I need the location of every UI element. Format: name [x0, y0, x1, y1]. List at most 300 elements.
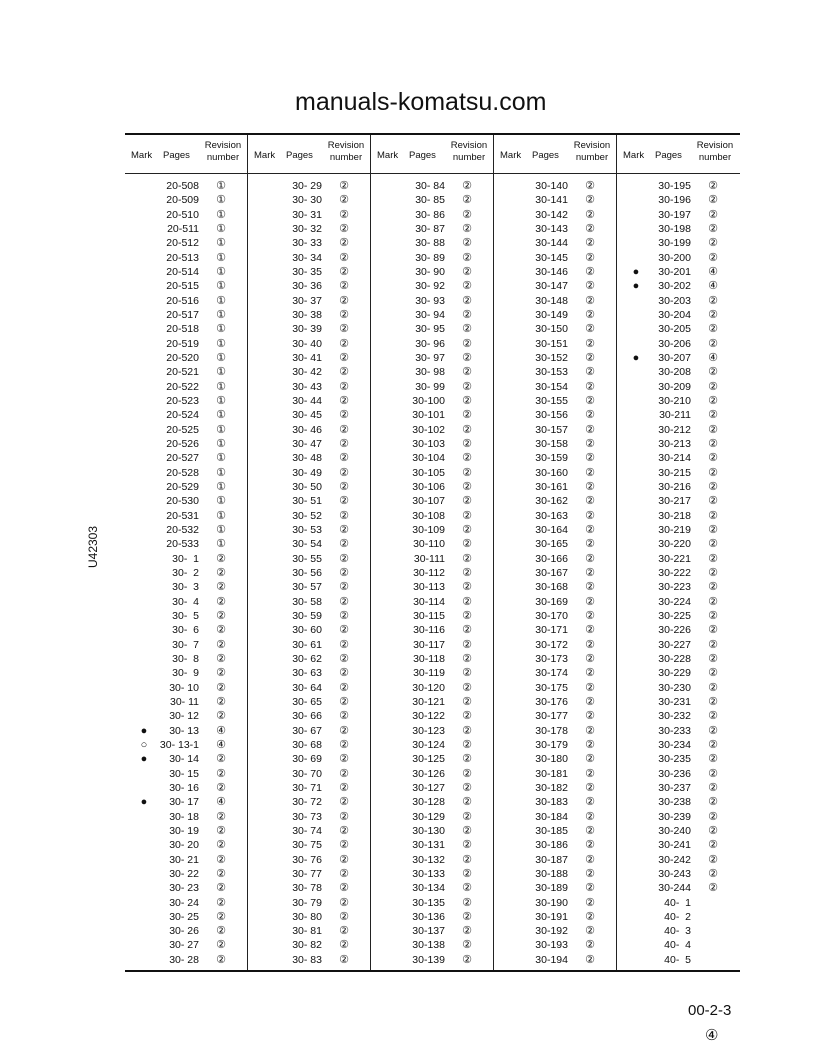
page-ref: 30-146 [535, 265, 568, 278]
table-row [617, 294, 739, 308]
page-ref: 20-525 [166, 423, 199, 436]
revision-number: ② [339, 896, 349, 909]
page-ref: 30- 10 [169, 681, 199, 694]
page-ref: 30-124 [412, 738, 445, 751]
page-ref: 30-221 [658, 552, 691, 565]
page-ref: 30- 39 [292, 323, 322, 336]
revision-number: ② [339, 910, 349, 923]
table-row [125, 838, 247, 852]
page-ref: 30- 31 [292, 208, 322, 221]
table-row [125, 724, 247, 738]
table-row [125, 853, 247, 867]
table-row [371, 294, 493, 308]
table-row [125, 652, 247, 666]
table-row [371, 351, 493, 365]
revision-number: ① [216, 509, 226, 522]
revision-number: ② [339, 509, 349, 522]
table-row [125, 466, 247, 480]
revision-number: ② [462, 925, 472, 938]
page-ref: 30- 35 [292, 265, 322, 278]
table-row [617, 795, 739, 809]
page-ref: 30- 18 [169, 810, 199, 823]
page-ref: 30- 33 [292, 237, 322, 250]
revision-number: ② [339, 323, 349, 336]
table-row [371, 580, 493, 594]
page-ref: 30- 76 [292, 853, 322, 866]
revision-number: ② [216, 624, 226, 637]
table-row [617, 537, 739, 551]
revision-number: ② [339, 337, 349, 350]
table-row [371, 638, 493, 652]
revision-number: ② [585, 380, 595, 393]
table-row [125, 523, 247, 537]
page-ref: 30-181 [535, 767, 568, 780]
revision-number: ② [462, 695, 472, 708]
page-ref: 30-234 [658, 738, 691, 751]
table-row [494, 867, 616, 881]
revision-number: ② [708, 495, 718, 508]
page-ref: 30-152 [535, 351, 568, 364]
table-row [371, 494, 493, 508]
page-ref: 30-205 [658, 323, 691, 336]
table-row [494, 380, 616, 394]
table-row [617, 810, 739, 824]
table-row [371, 595, 493, 609]
page-ref: 20-524 [166, 409, 199, 422]
table-row [494, 609, 616, 623]
mark-symbol: ● [140, 724, 148, 737]
revision-number: ② [339, 394, 349, 407]
header-revision: Revision number [696, 140, 734, 163]
header-revision: Revision number [327, 140, 365, 163]
page-ref: 30-148 [535, 294, 568, 307]
page-ref: 30-204 [658, 308, 691, 321]
revision-number: ② [339, 523, 349, 536]
table-row [494, 580, 616, 594]
revision-number: ② [339, 180, 349, 192]
page-ref: 30-156 [535, 409, 568, 422]
revision-number: ② [585, 781, 595, 794]
revision-number: ② [339, 552, 349, 565]
table-row [248, 767, 370, 781]
table-row [371, 767, 493, 781]
table-row [494, 853, 616, 867]
revision-number: ② [216, 581, 226, 594]
revision-number: ② [585, 437, 595, 450]
revision-number: ② [462, 767, 472, 780]
revision-number: ② [462, 638, 472, 651]
page-ref: 30-130 [412, 824, 445, 837]
table-row [371, 695, 493, 709]
revision-number: ② [339, 538, 349, 551]
page-ref: 30-200 [658, 251, 691, 264]
revision-number: ② [708, 538, 718, 551]
revision-number: ② [339, 796, 349, 809]
table-row [125, 451, 247, 465]
page-ref: 30-216 [658, 480, 691, 493]
table-row [494, 695, 616, 709]
table-row [617, 552, 739, 566]
table-row [617, 351, 739, 365]
table-row [617, 838, 739, 852]
revision-number: ④ [708, 351, 718, 364]
revision-number: ② [339, 724, 349, 737]
page-ref: 30-150 [535, 323, 568, 336]
table-row [248, 738, 370, 752]
table-row [494, 738, 616, 752]
table-row [371, 523, 493, 537]
table-row [494, 953, 616, 967]
revision-number: ② [585, 767, 595, 780]
revision-number: ② [708, 437, 718, 450]
revision-number: ② [216, 882, 226, 895]
revision-number: ① [216, 523, 226, 536]
page-ref: 30- 57 [292, 581, 322, 594]
table-row [494, 193, 616, 207]
page-ref: 30-174 [535, 667, 568, 680]
table-row [125, 896, 247, 910]
revision-number: ② [462, 423, 472, 436]
table-row [494, 179, 616, 193]
revision-number: ② [708, 581, 718, 594]
page-ref: 30-144 [535, 237, 568, 250]
table-row [371, 380, 493, 394]
revision-number: ② [339, 624, 349, 637]
table-row [125, 337, 247, 351]
table-row [494, 394, 616, 408]
page-ref: 30-185 [535, 824, 568, 837]
page-ref: 30-244 [658, 882, 691, 895]
page-ref: 30- 50 [292, 480, 322, 493]
page-ref: 30- 22 [169, 867, 199, 880]
revision-number: ② [708, 237, 718, 250]
revision-number: ① [216, 366, 226, 379]
table-row [248, 838, 370, 852]
revision-number: ② [708, 853, 718, 866]
page-ref: 30-106 [412, 480, 445, 493]
table-row [125, 681, 247, 695]
revision-number: ② [216, 781, 226, 794]
page-ref: 30-165 [535, 538, 568, 551]
revision-number: ② [339, 781, 349, 794]
table-row [617, 222, 739, 236]
table-row [617, 337, 739, 351]
revision-number: ② [462, 437, 472, 450]
page-ref: 30-136 [412, 910, 445, 923]
revision-number: ② [339, 710, 349, 723]
table-row [371, 781, 493, 795]
table-row [248, 924, 370, 938]
revision-number: ② [708, 466, 718, 479]
revision-number: ② [585, 423, 595, 436]
table-row [494, 781, 616, 795]
page-revision-number: ④ [705, 1027, 719, 1044]
table-row [248, 365, 370, 379]
page-ref: 30-126 [412, 767, 445, 780]
table-row [248, 752, 370, 766]
revision-number: ② [585, 180, 595, 192]
revision-number: ② [585, 896, 595, 909]
table-row [617, 609, 739, 623]
table-row [248, 294, 370, 308]
page-ref: 30-157 [535, 423, 568, 436]
page-ref: 20-508 [166, 180, 199, 192]
table-row [248, 337, 370, 351]
header-revision: Revision number [573, 140, 611, 163]
page-ref: 30- 8 [172, 652, 199, 665]
header-pages: Pages [532, 150, 559, 161]
page-ref: 30- 97 [415, 351, 445, 364]
table-row [617, 494, 739, 508]
revision-number: ① [216, 466, 226, 479]
revision-number: ② [585, 609, 595, 622]
table-row [617, 437, 739, 451]
page-ref: 30-232 [658, 710, 691, 723]
revision-number: ② [708, 867, 718, 880]
revision-number: ② [585, 681, 595, 694]
page-ref: 30- 9 [172, 667, 199, 680]
table-row [494, 265, 616, 279]
page-ref: 20-512 [166, 237, 199, 250]
revision-number: ② [462, 538, 472, 551]
table-row [248, 709, 370, 723]
table-row [248, 681, 370, 695]
page-ref: 30- 49 [292, 466, 322, 479]
table-row [125, 408, 247, 422]
header-pages: Pages [163, 150, 190, 161]
page-ref: 30- 26 [169, 925, 199, 938]
revision-number: ② [339, 925, 349, 938]
revision-number: ② [339, 667, 349, 680]
table-row [494, 810, 616, 824]
page-ref: 30- 4 [172, 595, 199, 608]
page-ref: 30- 29 [292, 180, 322, 192]
revision-number: ① [216, 237, 226, 250]
revision-number: ② [339, 423, 349, 436]
table-row [125, 308, 247, 322]
table-row [125, 509, 247, 523]
page-ref: 20-533 [166, 538, 199, 551]
revision-number: ② [462, 466, 472, 479]
revision-number: ② [462, 308, 472, 321]
page-ref: 30- 15 [169, 767, 199, 780]
page-ref: 30- 24 [169, 896, 199, 909]
page-ref: 30- 51 [292, 495, 322, 508]
table-row [248, 394, 370, 408]
column-header [125, 135, 248, 174]
revision-number: ② [462, 595, 472, 608]
revision-number: ② [462, 237, 472, 250]
page-ref: 30-189 [535, 882, 568, 895]
table-row [248, 623, 370, 637]
page-ref: 30-235 [658, 753, 691, 766]
revision-number: ② [585, 280, 595, 293]
page-ref: 30- 32 [292, 222, 322, 235]
revision-number: ② [339, 409, 349, 422]
revision-number: ② [585, 294, 595, 307]
page-ref: 30-182 [535, 781, 568, 794]
page-ref: 30- 62 [292, 652, 322, 665]
page-ref: 30-103 [412, 437, 445, 450]
revision-number: ② [708, 781, 718, 794]
table-row [617, 523, 739, 537]
revision-number: ① [216, 380, 226, 393]
table-row [125, 666, 247, 680]
page-ref: 30- 92 [415, 280, 445, 293]
column-header [617, 135, 740, 174]
table-row [125, 437, 247, 451]
page-ref: 40- 3 [664, 925, 691, 938]
page-ref: 30-149 [535, 308, 568, 321]
revision-number: ② [708, 882, 718, 895]
revision-number: ② [339, 767, 349, 780]
column-header [494, 135, 617, 174]
table-row [371, 867, 493, 881]
revision-number: ② [708, 624, 718, 637]
page-ref: 20-520 [166, 351, 199, 364]
revision-number: ① [216, 251, 226, 264]
revision-number: ② [585, 366, 595, 379]
page-ref: 30- 11 [170, 695, 199, 708]
revision-number: ② [462, 609, 472, 622]
page-ref: 30-127 [412, 781, 445, 794]
page-ref: 30-109 [412, 523, 445, 536]
page-ref: 30-219 [658, 523, 691, 536]
page-ref: 30-178 [535, 724, 568, 737]
table-row [494, 724, 616, 738]
table-row [494, 294, 616, 308]
page-ref: 30-194 [535, 953, 568, 966]
table-row [494, 910, 616, 924]
page-ref: 30- 48 [292, 452, 322, 465]
revision-number: ② [462, 265, 472, 278]
revision-number: ② [339, 280, 349, 293]
page-ref: 30-135 [412, 896, 445, 909]
page-ref: 30- 53 [292, 523, 322, 536]
page-ref: 30-120 [412, 681, 445, 694]
page-ref: 30- 36 [292, 280, 322, 293]
page-ref: 20-528 [166, 466, 199, 479]
revision-number: ② [585, 824, 595, 837]
table-row [125, 595, 247, 609]
table-row [617, 752, 739, 766]
table-row [494, 537, 616, 551]
page-ref: 20-523 [166, 394, 199, 407]
revision-number: ② [585, 695, 595, 708]
table-row [248, 566, 370, 580]
table-row [617, 193, 739, 207]
page-ref: 30-239 [658, 810, 691, 823]
page-ref: 30- 3 [172, 581, 199, 594]
revision-number: ② [339, 366, 349, 379]
page-ref: 30- 44 [292, 394, 322, 407]
table-row [248, 666, 370, 680]
revision-number: ② [585, 566, 595, 579]
table-row [371, 938, 493, 952]
watermark: manuals-komatsu.com [295, 88, 547, 116]
page-ref: 30-139 [412, 953, 445, 966]
page-ref: 30-198 [658, 222, 691, 235]
revision-number: ② [462, 480, 472, 493]
page-ref: 30-116 [413, 624, 445, 637]
revision-number: ② [585, 882, 595, 895]
revision-number: ② [339, 738, 349, 751]
table-row [125, 322, 247, 336]
page-ref: 30-142 [535, 208, 568, 221]
revision-number: ② [216, 867, 226, 880]
revision-number: ② [339, 222, 349, 235]
table-row [371, 322, 493, 336]
header-revision: Revision number [450, 140, 488, 163]
revision-number: ① [216, 208, 226, 221]
table-row [494, 566, 616, 580]
table-row [248, 480, 370, 494]
table-row [125, 193, 247, 207]
table-row [617, 666, 739, 680]
page-ref: 30-230 [658, 681, 691, 694]
revision-number: ② [585, 495, 595, 508]
header-mark: Mark [500, 150, 522, 161]
table-row [617, 623, 739, 637]
page-ref: 30-159 [535, 452, 568, 465]
page-ref: 30- 73 [292, 810, 322, 823]
page-ref: 30-190 [535, 896, 568, 909]
revision-number: ① [216, 480, 226, 493]
revision-number: ② [462, 839, 472, 852]
mark-symbol: ● [632, 265, 640, 278]
page-ref: 30- 16 [169, 781, 199, 794]
table-row [125, 208, 247, 222]
page-ref: 30-233 [658, 724, 691, 737]
page-ref: 30-184 [535, 810, 568, 823]
revision-number: ② [585, 194, 595, 207]
revision-number: ② [339, 265, 349, 278]
page-ref: 30- 55 [292, 552, 322, 565]
table-row [371, 838, 493, 852]
page-ref: 30-147 [535, 280, 568, 293]
revision-number: ② [708, 652, 718, 665]
table-row [125, 867, 247, 881]
table-row [125, 709, 247, 723]
revision-number: ② [339, 939, 349, 952]
page-ref: 30- 52 [292, 509, 322, 522]
table-row [617, 709, 739, 723]
page-ref: 30- 77 [292, 867, 322, 880]
mark-symbol: ● [632, 351, 640, 364]
table-row [494, 881, 616, 895]
table-row [125, 695, 247, 709]
page-ref: 30-115 [413, 609, 445, 622]
revision-number: ② [708, 180, 718, 192]
revision-number: ① [216, 351, 226, 364]
table-row [125, 236, 247, 250]
revision-number: ① [216, 437, 226, 450]
table-row [371, 537, 493, 551]
revision-number: ② [462, 581, 472, 594]
page-ref: 20-513 [166, 251, 199, 264]
page-ref: 30- 64 [292, 681, 322, 694]
revision-number: ② [462, 853, 472, 866]
table-row [617, 580, 739, 594]
table-row [617, 938, 739, 952]
revision-number: ② [585, 839, 595, 852]
table-row [494, 638, 616, 652]
table-row [248, 380, 370, 394]
page-ref: 30- 85 [415, 194, 445, 207]
revision-number: ② [339, 466, 349, 479]
table-row [617, 480, 739, 494]
table-row [371, 810, 493, 824]
